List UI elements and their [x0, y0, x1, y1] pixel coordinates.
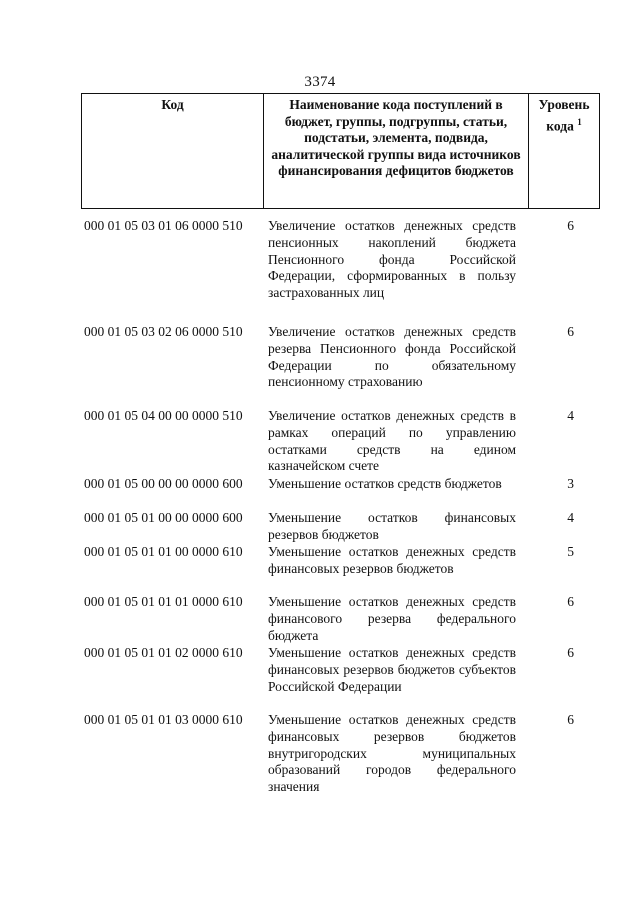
- row-name: Увеличение остатков денежных средств резерва Пенсионного фонда Российской Федерации по обязательному пенсионному страхованию: [268, 324, 516, 390]
- row-name: Уменьшение остатков средств бюджетов: [268, 476, 502, 491]
- table-row: [84, 544, 574, 594]
- table-header: [81, 93, 600, 209]
- row-code: 000 01 05 01 01 00 0000 610: [84, 544, 243, 559]
- header-level: Уровень кода: [538, 97, 590, 134]
- row-level: 6: [567, 712, 574, 727]
- row-level: 6: [567, 594, 574, 609]
- page-number: 3374: [304, 74, 336, 90]
- table-row: [84, 712, 574, 796]
- row-name: Уменьшение остатков финансовых резервов бюджетов: [268, 510, 516, 542]
- row-name: Увеличение остатков денежных средств пенсионных накоплений бюджета Пенсионного фонда Российской Федерации, сформированных в пользу застрахованных лиц: [268, 218, 516, 301]
- row-name: Уменьшение остатков денежных средств финансового резерва федерального бюджета: [268, 594, 516, 643]
- row-level: 4: [567, 408, 574, 423]
- header-level-footnote: 1: [577, 116, 582, 127]
- row-code: 000 01 05 00 00 00 0000 600: [84, 476, 243, 491]
- row-name: Уменьшение остатков денежных средств финансовых резервов бюджетов субъектов Российской Федерации: [268, 645, 516, 694]
- row-level: 6: [567, 218, 574, 233]
- table-row: [84, 408, 574, 476]
- row-code: 000 01 05 01 01 01 0000 610: [84, 594, 243, 609]
- table-row: [84, 476, 574, 510]
- row-level: 5: [567, 544, 574, 559]
- row-code: 000 01 05 03 01 06 0000 510: [84, 218, 243, 233]
- row-code: 000 01 05 01 00 00 0000 600: [84, 510, 243, 525]
- row-code: 000 01 05 01 01 03 0000 610: [84, 712, 243, 727]
- row-code: 000 01 05 01 01 02 0000 610: [84, 645, 243, 660]
- table-row: [84, 510, 574, 544]
- row-level: 6: [567, 645, 574, 660]
- table-row: [84, 218, 574, 324]
- table-row: [84, 645, 574, 712]
- table-body: [84, 218, 574, 796]
- header-code: Код: [82, 94, 264, 208]
- row-level: 3: [567, 476, 574, 491]
- header-name: Наименование кода поступлений в бюджет, группы, подгруппы, статьи, подстатьи, элемента, подвида, аналитической группы вида источников финансирования дефицитов бюджетов: [264, 94, 529, 208]
- row-level: 6: [567, 324, 574, 339]
- row-name: Уменьшение остатков денежных средств финансовых резервов бюджетов внутригородских муниципальных образований городов федерального значения: [268, 712, 516, 795]
- row-level: 4: [567, 510, 574, 525]
- row-code: 000 01 05 03 02 06 0000 510: [84, 324, 243, 339]
- table-row: [84, 594, 574, 645]
- table-row: [84, 324, 574, 408]
- row-code: 000 01 05 04 00 00 0000 510: [84, 408, 243, 423]
- header-level-cell: [529, 94, 599, 208]
- row-name: Увеличение остатков денежных средств в рамках операций по управлению остатками средств на едином казначейском счете: [268, 408, 516, 474]
- row-name: Уменьшение остатков денежных средств финансовых резервов бюджетов: [268, 544, 516, 576]
